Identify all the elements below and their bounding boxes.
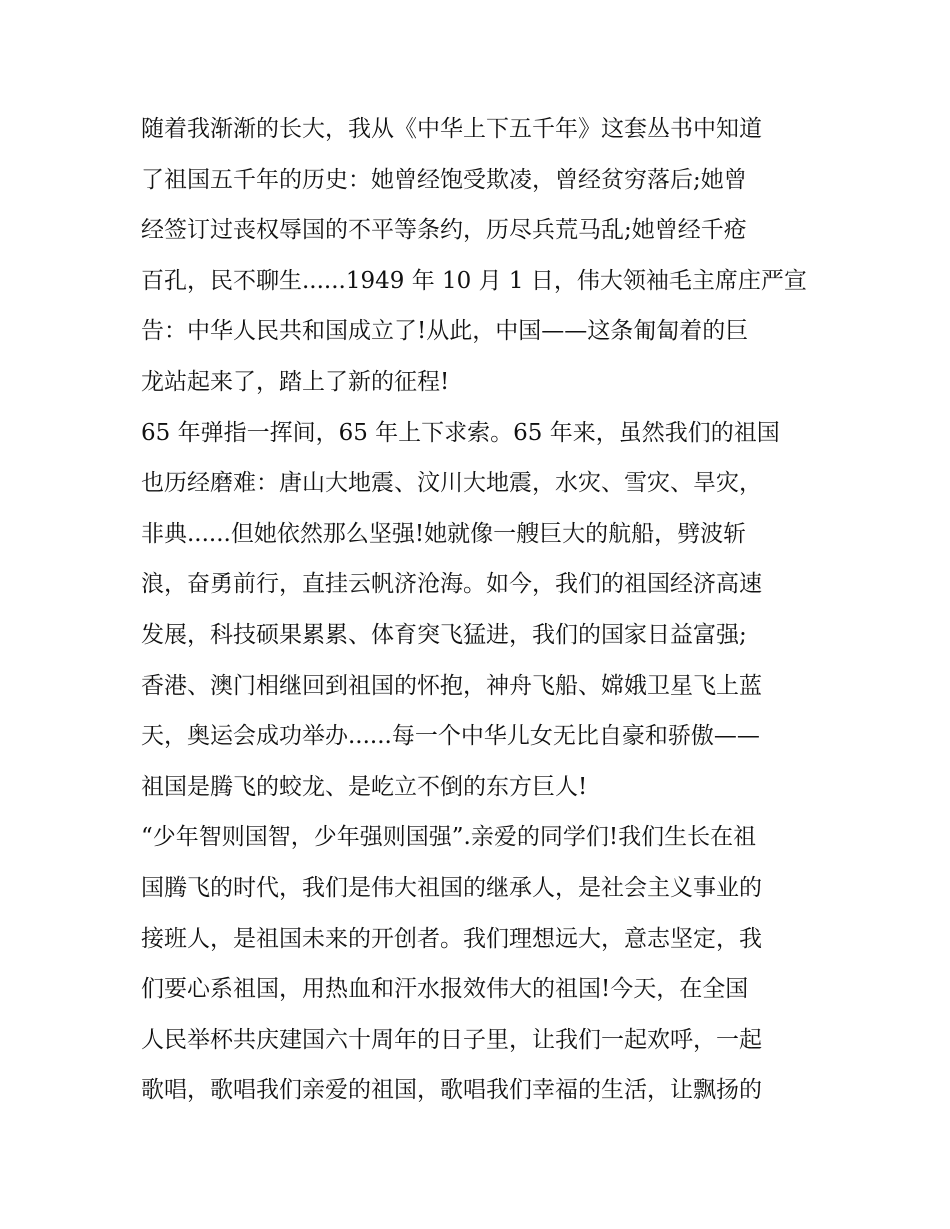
text-line: 了祖国五千年的历史：她曾经饱受欺凌，曾经贫穷落后;她曾	[141, 166, 747, 193]
text-line: 65 年弹指一挥间，65 年上下求索。65 年来，虽然我们的祖国	[141, 419, 780, 446]
text-line: 天，奥运会成功举办......每一个中华儿女无比自豪和骄傲——	[141, 723, 760, 750]
text-line: 浪，奋勇前行，直挂云帆济沧海。如今，我们的祖国经济高速	[141, 571, 762, 598]
text-line: 随着我渐渐的长大，我从《中华上下五千年》这套丛书中知道	[141, 116, 762, 142]
text-line: 百孔，民不聊生......1949 年 10 月 1 日，伟大领袖毛主席庄严宣	[141, 267, 807, 294]
text-line: 歌唱，歌唱我们亲爱的祖国，歌唱我们幸福的生活，让飘扬的	[141, 1077, 762, 1104]
text-line: 祖国是腾飞的蛟龙、是屹立不倒的东方巨人!	[141, 773, 588, 800]
text-line: 香港、澳门相继回到祖国的怀抱，神舟飞船、嫦娥卫星飞上蓝	[141, 672, 762, 699]
text-line: 非典......但她依然那么坚强!她就像一艘巨大的航船，劈波斩	[141, 520, 747, 547]
text-line: 经签订过丧权辱国的不平等条约，历尽兵荒马乱;她曾经千疮	[141, 217, 747, 244]
text-line: 接班人，是祖国未来的开创者。我们理想远大，意志坚定，我	[141, 925, 762, 952]
text-line: 告：中华人民共和国成立了!从此，中国——这条匍匐着的巨	[141, 318, 749, 345]
text-line: 们要心系祖国，用热血和汗水报效伟大的祖国!今天，在全国	[141, 976, 749, 1003]
text-line: 发展，科技硕果累累、体育突飞猛进，我们的国家日益富强;	[141, 621, 747, 648]
text-line: 国腾飞的时代，我们是伟大祖国的继承人，是社会主义事业的	[141, 874, 762, 901]
document-body	[141, 104, 821, 1116]
text-line: 人民举杯共庆建国六十周年的日子里，让我们一起欢呼，一起	[141, 1026, 762, 1053]
text-line: 龙站起来了，踏上了新的征程!	[141, 368, 450, 395]
text-line: 也历经磨难：唐山大地震、汶川大地震，水灾、雪灾、旱灾，	[141, 470, 762, 497]
text-line: “少年智则国智，少年强则国强”.亲爱的同学们!我们生长在祖	[141, 824, 757, 851]
